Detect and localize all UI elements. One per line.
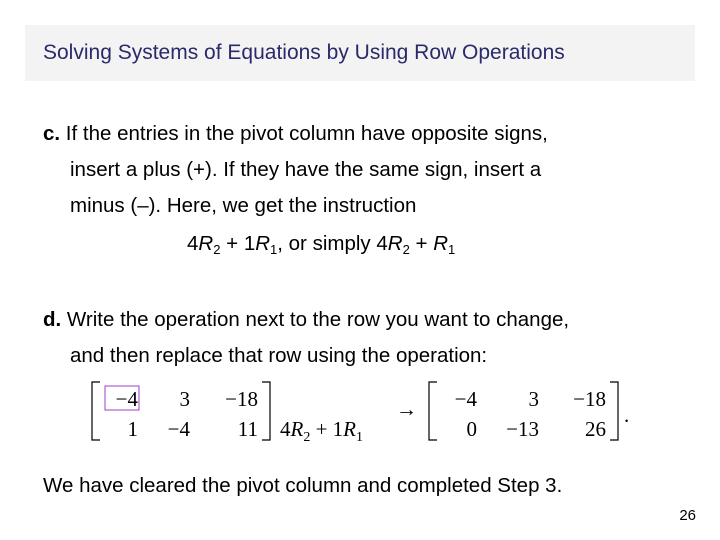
- matrix-left-cell: 11: [237, 417, 258, 441]
- row-instruction: [187, 232, 455, 257]
- matrix-right-cell: 3: [528, 387, 539, 411]
- slide-title: Solving Systems of Equations by Using Row Operations: [43, 41, 565, 64]
- step-d-line-2: and then replace that row using the operation:: [70, 344, 488, 367]
- step-c-line-3: minus (–). Here, we get the instruction: [70, 194, 417, 217]
- arrow-icon: →: [396, 397, 417, 421]
- matrix-right-cell: −18: [573, 387, 606, 411]
- title-bar: [25, 25, 695, 81]
- matrix-left-cell: 1: [127, 417, 138, 441]
- step-d-paragraph: [43, 302, 569, 374]
- instruction-r: R: [198, 232, 214, 255]
- step-c-label: c.: [43, 122, 61, 145]
- step-d-label: d.: [43, 308, 62, 331]
- instruction-r: R: [387, 232, 403, 255]
- left-bracket: [429, 382, 437, 440]
- left-bracket: [92, 382, 100, 440]
- step-d-line-1: Write the operation next to the row you want to change,: [61, 308, 570, 331]
- instruction-plus: +: [409, 232, 434, 255]
- instruction-sub: 1: [448, 242, 456, 257]
- instruction-middle: , or simply 4: [277, 232, 388, 255]
- instruction-sub: 1: [270, 242, 278, 257]
- right-bracket: [610, 382, 618, 440]
- matrix-right-cell: 26: [585, 417, 606, 441]
- matrix-left-cell: 3: [179, 387, 190, 411]
- instruction-coef: 4: [187, 232, 199, 255]
- step-c-line-2: insert a plus (+). If they have the same sign, insert a: [70, 158, 542, 181]
- page-number: 26: [679, 507, 696, 524]
- matrix-right-cell: −4: [454, 387, 477, 411]
- matrix-left-cell: −18: [225, 387, 258, 411]
- row-operation-label: $4R_2 + 1R_1$: [280, 417, 363, 445]
- step-c-paragraph: [43, 116, 548, 224]
- matrix-left-cell: −4: [167, 417, 190, 441]
- instruction-plus: + 1: [220, 232, 256, 255]
- instruction-sub: 2: [402, 242, 410, 257]
- instruction-r: R: [255, 232, 271, 255]
- matrix-right-cell: 0: [466, 417, 477, 441]
- step-c-line-1: If the entries in the pivot column have opposite signs,: [60, 122, 548, 145]
- matrix-left-cell: −4: [115, 387, 138, 411]
- matrix-period: .: [624, 403, 630, 427]
- matrix-operation-figure: [88, 378, 648, 448]
- instruction-r: R: [433, 232, 448, 255]
- matrix-right-cell: −13: [506, 417, 539, 441]
- right-bracket: [262, 382, 270, 440]
- conclusion-text: We have cleared the pivot column and completed Step 3.: [43, 474, 563, 497]
- instruction-sub: 2: [213, 242, 221, 257]
